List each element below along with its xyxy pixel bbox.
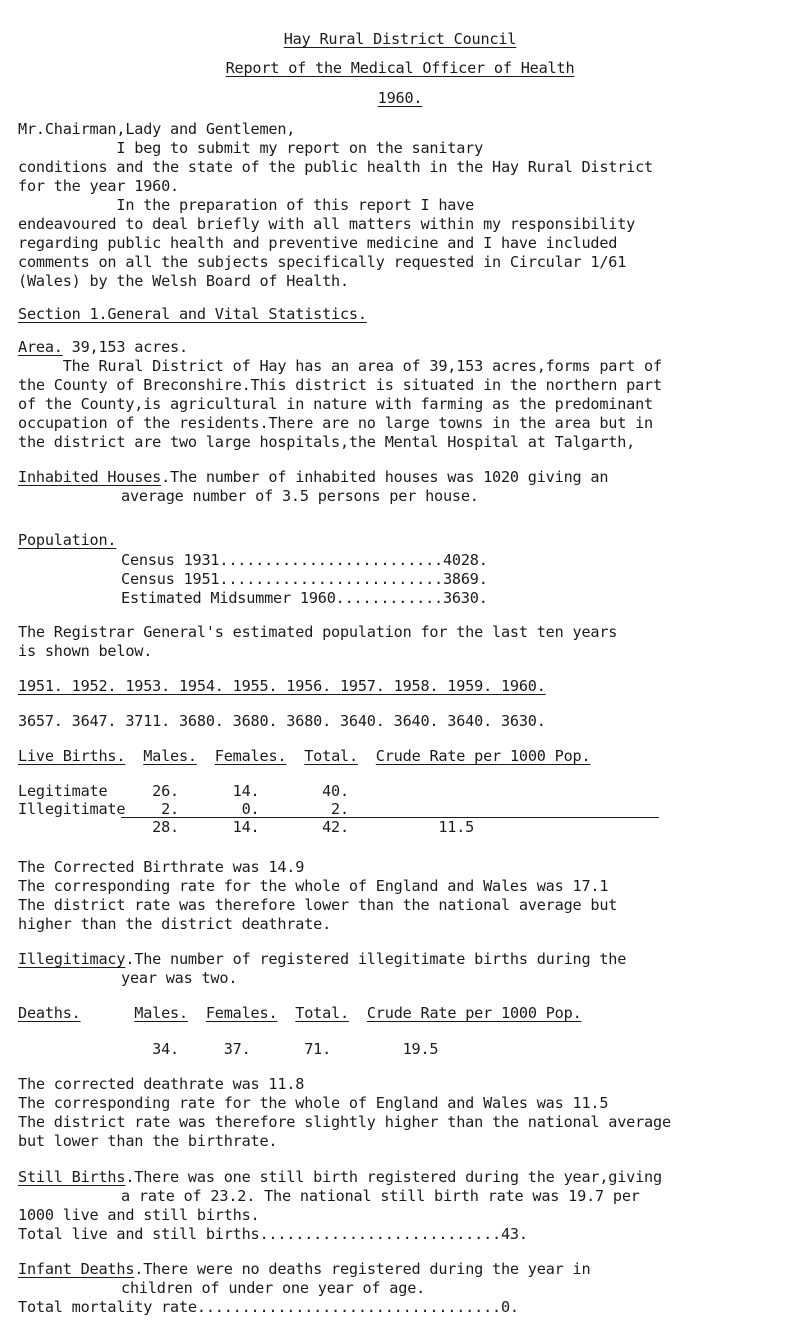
population-row: Census 1951.........................3869.: [121, 570, 488, 588]
report-year: 1960.: [377, 89, 423, 107]
column-header: Crude Rate per 1000 Pop.: [375, 747, 591, 765]
deathrate-text: but lower than the birthrate.: [18, 1132, 278, 1150]
intro-line: (Wales) by the Welsh Board of Health.: [18, 272, 349, 290]
area-line: the County of Breconshire.This district is situated in the northern part: [18, 376, 662, 394]
illegitimacy-text: .The number of registered illegitimate births during the: [125, 950, 627, 968]
table-row: Legitimate 26. 14. 40.: [18, 782, 349, 800]
infant-deaths-label: Infant Deaths: [18, 1260, 135, 1278]
population-row: Census 1931.........................4028.: [121, 551, 488, 569]
registrar-text: is shown below.: [18, 642, 153, 660]
inhabited-houses-text-cont: average number of 3.5 persons per house.: [121, 487, 479, 505]
deathrate-text: The corresponding rate for the whole of England and Wales was 11.5: [18, 1094, 609, 1112]
illegitimacy-text-cont: year was two.: [121, 969, 238, 987]
still-births-text: a rate of 23.2. The national still birth rate was 19.7 per: [121, 1187, 640, 1205]
still-births-text: .There was one still birth registered during the year,giving: [125, 1168, 662, 1186]
table-row: Illegitimate 2. 0. 2.: [18, 800, 349, 818]
intro-line: conditions and the state of the public health in the Hay Rural District: [18, 158, 653, 176]
population-label: Population.: [18, 531, 117, 549]
population-values-row: 3657. 3647. 3711. 3680. 3680. 3680. 3640. 3640. 3640. 3630.: [18, 712, 546, 730]
intro-line: for the year 1960.: [18, 177, 179, 195]
column-header: Males.: [143, 747, 197, 765]
total-mortality-rate: Total mortality rate..................................0.: [18, 1298, 519, 1316]
column-header: Total.: [304, 747, 358, 765]
column-header: Females.: [205, 1004, 278, 1022]
still-births-total: Total live and still births...........................43.: [18, 1225, 528, 1243]
illegitimacy-label: Illegitimacy: [18, 950, 126, 968]
table-row: 34. 37. 71. 19.5: [18, 1040, 439, 1058]
intro-line: In the preparation of this report I have: [18, 196, 475, 214]
birthrate-text: The district rate was therefore lower than the national average but: [18, 896, 618, 914]
intro-line: regarding public health and preventive medicine and I have included: [18, 234, 618, 252]
still-births-text: 1000 live and still births.: [18, 1206, 260, 1224]
population-years-row: 1951. 1952. 1953. 1954. 1955. 1956. 1957. 1958. 1959. 1960.: [18, 677, 546, 695]
area-line: The Rural District of Hay has an area of 39,153 acres,forms part of: [18, 357, 662, 375]
table-total-row: 28. 14. 42. 11.5: [18, 818, 475, 836]
birthrate-text: higher than the district deathrate.: [18, 915, 332, 933]
column-header: Males.: [134, 1004, 188, 1022]
column-header: Females.: [214, 747, 287, 765]
intro-line: I beg to submit my report on the sanitary: [18, 139, 484, 157]
inhabited-houses-label: Inhabited Houses: [18, 468, 162, 486]
birthrate-text: The Corrected Birthrate was 14.9: [18, 858, 305, 876]
salutation: Mr.Chairman,Lady and Gentlemen,: [18, 120, 296, 138]
report-title: Report of the Medical Officer of Health: [225, 59, 575, 77]
intro-line: endeavoured to deal briefly with all matters within my responsibility: [18, 215, 636, 233]
council-title: Hay Rural District Council: [283, 30, 517, 48]
intro-line: comments on all the subjects specifically requested in Circular 1/61: [18, 253, 627, 271]
infant-deaths-text-cont: children of under one year of age.: [121, 1279, 426, 1297]
section-heading: Section 1.General and Vital Statistics.: [18, 305, 367, 323]
still-births-label: Still Births: [18, 1168, 126, 1186]
registrar-text: The Registrar General's estimated population for the last ten years: [18, 623, 618, 641]
birthrate-text: The corresponding rate for the whole of England and Wales was 17.1: [18, 877, 609, 895]
deathrate-text: The corrected deathrate was 11.8: [18, 1075, 305, 1093]
area-value: 39,153 acres.: [62, 338, 188, 356]
area-line: the district are two large hospitals,the Mental Hospital at Talgarth,: [18, 433, 636, 451]
column-header: Live Births.: [18, 747, 126, 765]
population-row: Estimated Midsummer 1960............3630.: [121, 589, 488, 607]
infant-deaths-text: .There were no deaths registered during the year in: [134, 1260, 591, 1278]
area-line: occupation of the residents.There are no large towns in the area but in: [18, 414, 653, 432]
column-header: Total.: [295, 1004, 349, 1022]
column-header: Deaths.: [18, 1004, 81, 1022]
column-header: Crude Rate per 1000 Pop.: [366, 1004, 582, 1022]
inhabited-houses-text: .The number of inhabited houses was 1020 giving an: [161, 468, 609, 486]
area-label: Area.: [18, 338, 63, 356]
area-line: of the County,is agricultural in nature with farming as the predominant: [18, 395, 653, 413]
deathrate-text: The district rate was therefore slightly higher than the national average: [18, 1113, 671, 1131]
